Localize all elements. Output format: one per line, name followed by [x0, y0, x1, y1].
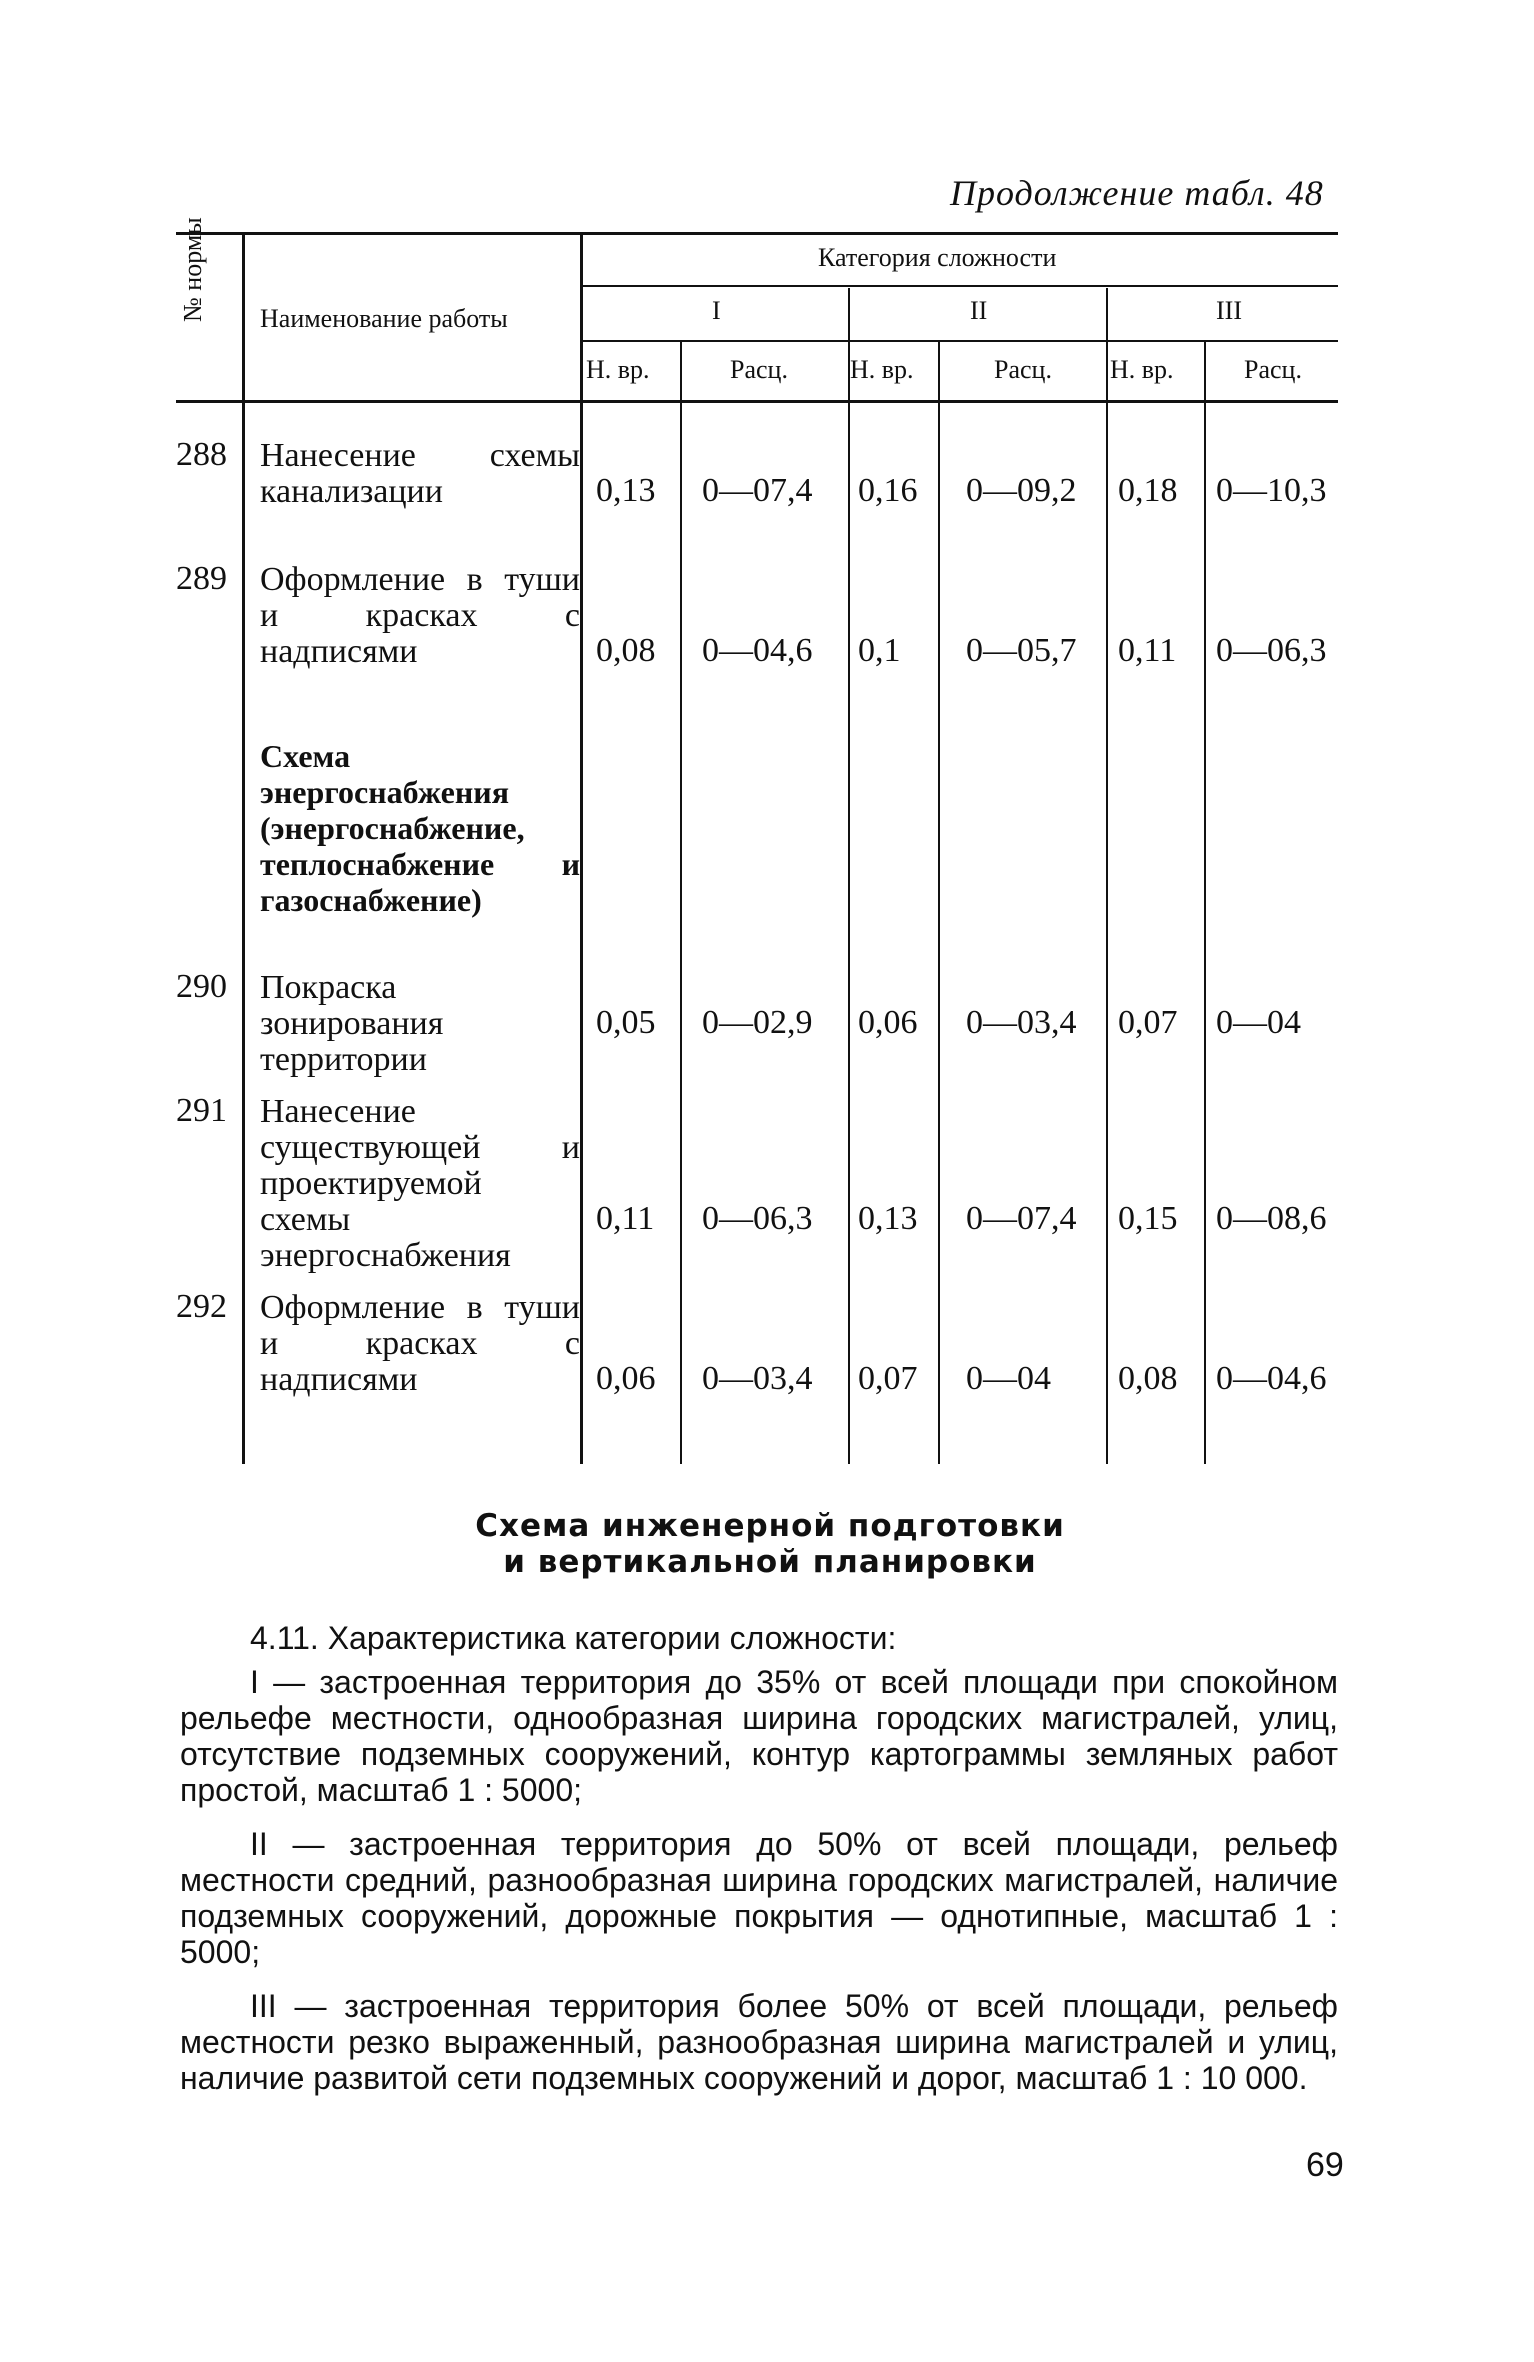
col-divider-cat3 — [1204, 342, 1206, 1464]
table-top-rule — [176, 232, 1338, 235]
cell-rasc-2: 0—03,4 — [966, 1004, 1077, 1041]
cell-nvr-1: 0,05 — [596, 1004, 656, 1041]
cell-rasc-1: 0—04,6 — [702, 632, 813, 669]
subheader-rule — [582, 340, 1338, 342]
category-rule — [582, 285, 1338, 287]
cell-nvr-1: 0,11 — [596, 1200, 655, 1237]
header-category-3: III — [1216, 296, 1242, 325]
cell-nvr-1: 0,13 — [596, 472, 656, 509]
cell-rasc-2: 0—07,4 — [966, 1200, 1077, 1237]
paragraph-category-2: II — застроенная территория до 50% от всей площади, рельеф местности средний, разнообразная ширина городских магистралей, наличие подземных сооружений, дорожные покрытия — однотипные, масштаб 1 : 5000; — [180, 1826, 1338, 1970]
cell-nvr-2: 0,07 — [858, 1360, 918, 1397]
header-nvr-2: Н. вр. — [850, 355, 914, 384]
cell-rasc-2: 0—04 — [966, 1360, 1051, 1397]
cell-rasc-3: 0—10,3 — [1216, 472, 1327, 509]
header-work-name: Наименование работы — [260, 304, 508, 333]
cell-nvr-1: 0,06 — [596, 1360, 656, 1397]
header-rasc-2: Расц. — [994, 355, 1052, 384]
cell-rasc-3: 0—08,6 — [1216, 1200, 1327, 1237]
cell-nvr-3: 0,18 — [1118, 472, 1178, 509]
row-group-heading: Схема энергоснабжения (энергоснабжение, теплоснабжение и газоснабжение) — [260, 738, 580, 918]
row-number: 289 — [176, 560, 227, 597]
row-number: 292 — [176, 1288, 227, 1325]
cell-rasc-3: 0—04,6 — [1216, 1360, 1327, 1397]
cell-rasc-1: 0—07,4 — [702, 472, 813, 509]
header-rasc-1: Расц. — [730, 355, 788, 384]
cell-nvr-3: 0,11 — [1118, 632, 1177, 669]
section-heading-line-1: Схема инженерной подготовки — [475, 1508, 1065, 1544]
col-divider-cat1-end — [848, 288, 850, 1464]
row-work-name: Нанесение схемы канализации — [260, 437, 580, 510]
cell-nvr-3: 0,15 — [1118, 1200, 1178, 1237]
cell-rasc-2: 0—09,2 — [966, 472, 1077, 509]
section-heading — [300, 1508, 1240, 1580]
cell-rasc-1: 0—02,9 — [702, 1004, 813, 1041]
table-caption: Продолжение табл. 48 — [950, 173, 1324, 213]
row-number: 290 — [176, 968, 227, 1005]
cell-rasc-1: 0—06,3 — [702, 1200, 813, 1237]
cell-rasc-2: 0—05,7 — [966, 632, 1077, 669]
paragraph-intro: 4.11. Характеристика категории сложности: — [250, 1620, 897, 1656]
col-divider-cat2 — [938, 342, 940, 1464]
cell-nvr-1: 0,08 — [596, 632, 656, 669]
cell-rasc-3: 0—06,3 — [1216, 632, 1327, 669]
row-work-name: Покраска зонирования территории — [260, 969, 444, 1078]
col-divider-cat2-end — [1106, 288, 1108, 1464]
cell-nvr-2: 0,1 — [858, 632, 901, 669]
cell-nvr-2: 0,06 — [858, 1004, 918, 1041]
page-number: 69 — [1306, 2146, 1344, 2184]
cell-rasc-3: 0—04 — [1216, 1004, 1301, 1041]
header-rasc-3: Расц. — [1244, 355, 1302, 384]
row-number: 288 — [176, 436, 227, 473]
header-category-1: I — [712, 296, 721, 325]
col-divider-name — [580, 234, 583, 1464]
header-nvr-1: Н. вр. — [586, 355, 650, 384]
col-divider-cat1 — [680, 342, 682, 1464]
paragraph-category-3: III — застроенная территория более 50% от всей площади, рельеф местности резко выраженный, разнообразная ширина магистралей и улиц, наличие развитой сети подземных сооружений и дорог, масштаб 1 : 10 000. — [180, 1988, 1338, 2096]
row-work-name: Нанесение существующей и проектируемой схемы энергоснабжения — [260, 1093, 580, 1274]
cell-nvr-2: 0,13 — [858, 1200, 918, 1237]
row-number: 291 — [176, 1092, 227, 1129]
header-category-2: II — [970, 296, 988, 325]
header-bottom-rule — [176, 400, 1338, 403]
header-norm-number: № нормы — [178, 217, 207, 322]
section-heading-line-2: и вертикальной планировки — [503, 1544, 1037, 1580]
cell-nvr-3: 0,08 — [1118, 1360, 1178, 1397]
cell-nvr-3: 0,07 — [1118, 1004, 1178, 1041]
row-work-name: Оформление в туши и красках с надписями — [260, 561, 580, 670]
cell-nvr-2: 0,16 — [858, 472, 918, 509]
header-nvr-3: Н. вр. — [1110, 355, 1174, 384]
paragraph-category-1: I — застроенная территория до 35% от всей площади при спокойном рельефе местности, однообразная ширина городских магистралей, улиц, отсутствие подземных сооружений, контур картограммы земляных работ простой, масштаб 1 : 5000; — [180, 1664, 1338, 1808]
cell-rasc-1: 0—03,4 — [702, 1360, 813, 1397]
header-category-group: Категория сложности — [818, 243, 1057, 272]
col-divider-num — [242, 234, 245, 1464]
row-work-name: Оформление в туши и красках с надписями — [260, 1289, 580, 1398]
